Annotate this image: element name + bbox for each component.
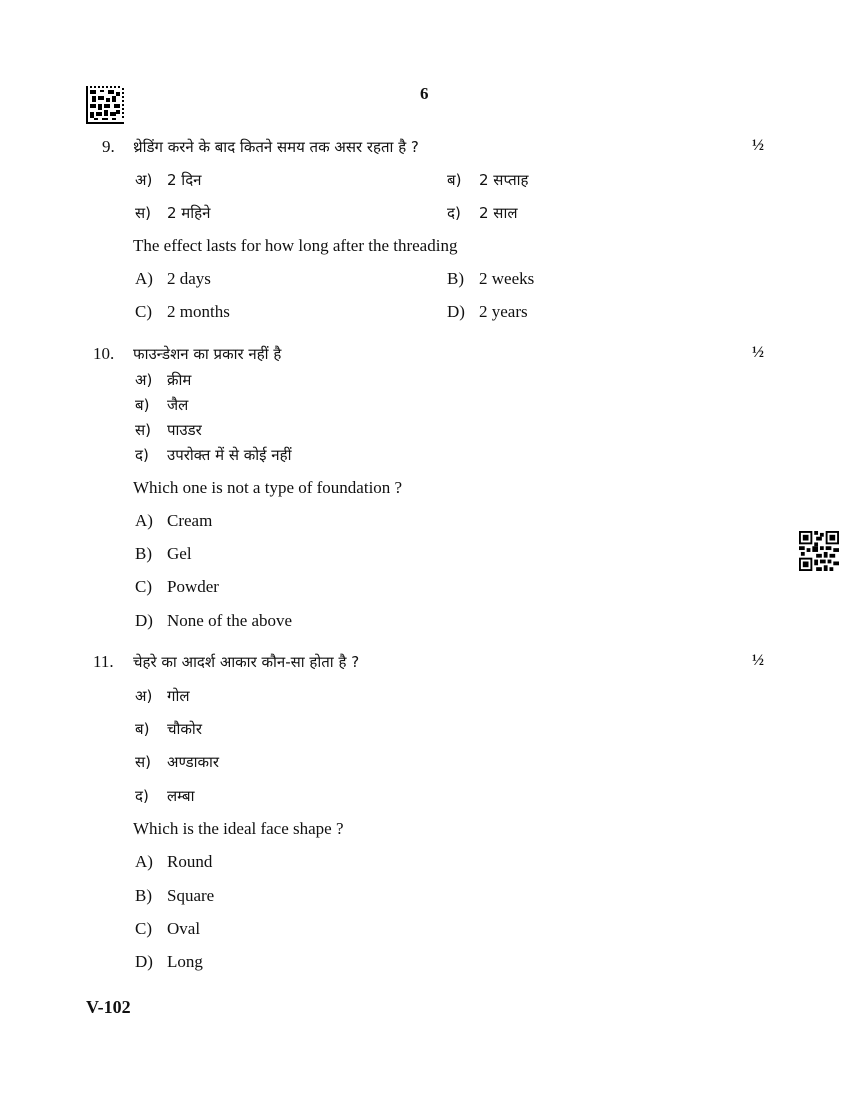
option-label: B)	[447, 269, 464, 288]
question-text-english: The effect lasts for how long after the threading	[133, 236, 458, 255]
question-number: 9.	[102, 137, 115, 156]
option-hindi	[447, 170, 528, 190]
option-label: C)	[135, 919, 152, 938]
option-label: B)	[135, 544, 152, 563]
option-hindi	[135, 170, 202, 190]
option-label: अ)	[135, 371, 153, 389]
option-english	[135, 919, 200, 939]
option-text: 2 years	[479, 302, 528, 321]
option-text: उपरोक्त में से कोई नहीं	[167, 446, 292, 464]
option-label: A)	[135, 269, 153, 288]
option-label: द)	[135, 446, 149, 464]
option-text: चौकोर	[167, 720, 202, 738]
option-label: A)	[135, 852, 153, 871]
option-text: 2 weeks	[479, 269, 535, 288]
option-text: Long	[167, 952, 203, 971]
option-hindi	[135, 420, 202, 440]
option-text: 2 months	[167, 302, 230, 321]
option-label: ब)	[135, 396, 150, 414]
option-hindi	[135, 686, 190, 706]
option-label: द)	[135, 787, 149, 805]
option-hindi	[135, 445, 291, 465]
option-label: अ)	[135, 687, 153, 705]
option-hindi	[135, 203, 210, 223]
option-english	[447, 302, 528, 322]
option-label: स)	[135, 204, 151, 222]
datamatrix-barcode-icon	[86, 86, 124, 124]
option-hindi	[135, 370, 191, 390]
question-number: 10.	[93, 344, 115, 363]
option-text: Powder	[167, 577, 219, 596]
option-hindi	[447, 203, 518, 223]
option-english	[135, 852, 212, 872]
option-english	[135, 302, 230, 322]
option-text: लम्बा	[167, 787, 195, 805]
option-text: गोल	[167, 687, 190, 705]
option-text: Cream	[167, 511, 213, 530]
option-english	[135, 511, 212, 531]
option-text: 2 days	[167, 269, 211, 288]
option-label: स)	[135, 421, 151, 439]
option-english	[135, 886, 214, 906]
option-english	[135, 611, 292, 631]
option-text: जैल	[167, 396, 189, 414]
option-label: ब)	[447, 171, 462, 189]
option-label: B)	[135, 886, 152, 905]
option-label: D)	[135, 952, 153, 971]
question-text-english: Which one is not a type of foundation ?	[133, 478, 403, 497]
option-label: स)	[135, 753, 151, 771]
option-label: द)	[447, 204, 461, 222]
option-label: D)	[135, 611, 153, 630]
question-text-hindi: फाउन्डेशन का प्रकार नहीं है	[133, 345, 282, 363]
option-text: क्रीम	[167, 371, 192, 389]
question-text-hindi: थ्रेडिंग करने के बाद कितने समय तक असर रहता है ?	[133, 138, 419, 156]
option-text: None of the above	[167, 611, 293, 630]
option-text: Square	[167, 886, 215, 905]
option-label: C)	[135, 302, 152, 321]
option-text: अण्डाकार	[167, 753, 220, 771]
question-text-hindi: चेहरे का आदर्श आकार कौन-सा होता है ?	[133, 653, 360, 671]
option-hindi	[135, 786, 195, 806]
paper-code: V-102	[86, 997, 131, 1017]
option-english	[447, 269, 534, 289]
question-marks: ½	[752, 652, 764, 669]
page-number: 6	[420, 84, 429, 103]
option-label: A)	[135, 511, 153, 530]
option-english	[135, 952, 203, 972]
option-text: 2 दिन	[167, 171, 202, 189]
option-label: C)	[135, 577, 152, 596]
question-number: 11.	[93, 652, 114, 671]
question-marks: ½	[752, 344, 764, 361]
option-label: अ)	[135, 171, 153, 189]
option-text: पाउडर	[167, 421, 202, 439]
qr-code-icon	[799, 531, 839, 571]
question-marks: ½	[752, 137, 764, 154]
option-english	[135, 269, 211, 289]
option-text: 2 साल	[479, 204, 518, 222]
option-text: Round	[167, 852, 213, 871]
question-text-english: Which is the ideal face shape ?	[133, 819, 344, 838]
option-english	[135, 577, 219, 597]
option-text: 2 सप्ताह	[479, 171, 529, 189]
option-label: ब)	[135, 720, 150, 738]
option-text: Gel	[167, 544, 192, 563]
option-hindi	[135, 719, 202, 739]
option-english	[135, 544, 192, 564]
option-hindi	[135, 395, 188, 415]
option-hindi	[135, 752, 219, 772]
option-text: 2 महिने	[167, 204, 211, 222]
option-label: D)	[447, 302, 465, 321]
option-text: Oval	[167, 919, 201, 938]
